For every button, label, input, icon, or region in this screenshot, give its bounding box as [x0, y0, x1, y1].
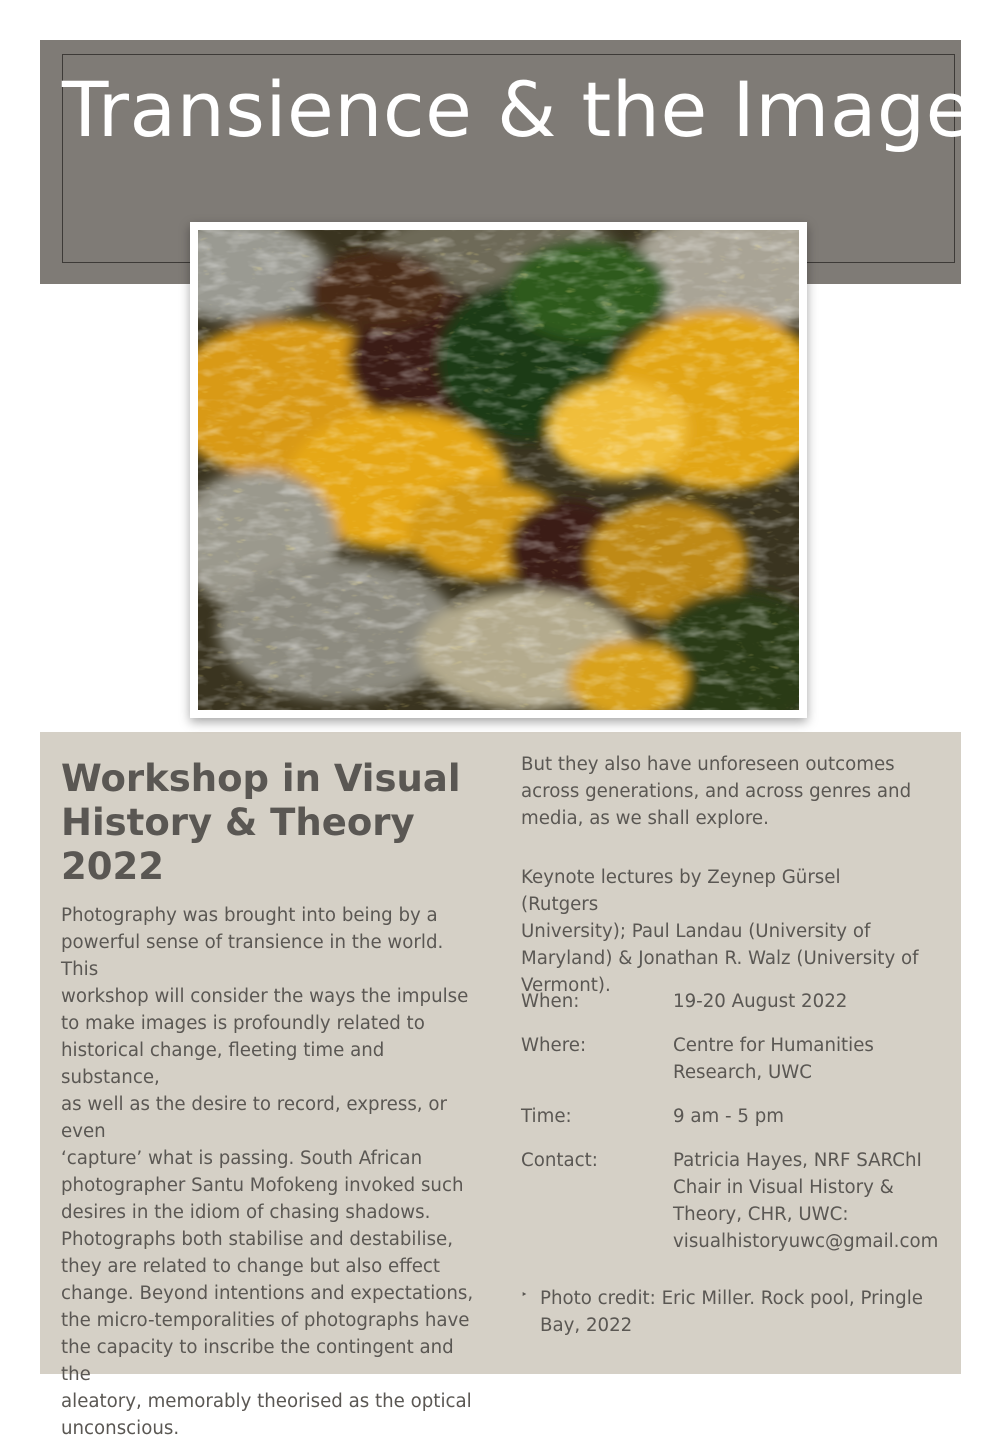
text-line: as well as the desire to record, express, or even [61, 1094, 447, 1142]
text-line: Photographs both stabilise and destabilise, [61, 1229, 454, 1250]
text-line: photographer Santu Mofokeng invoked such [61, 1175, 464, 1196]
text-line: the capacity to inscribe the contingent and the [61, 1337, 454, 1385]
text-line: Chair in Visual History & [673, 1177, 894, 1198]
page-title: Transience & the Image [62, 65, 973, 154]
text-line: But they also have unforeseen outcomes [521, 754, 895, 775]
text-line: Bay, 2022 [540, 1315, 633, 1336]
text-line: media, as we shall explore. [521, 808, 769, 829]
text-line: aleatory, memorably theorised as the optical [61, 1391, 472, 1412]
text-line: unconscious. [61, 1418, 180, 1439]
contact-email[interactable]: visualhistoryuwc@gmail.com [673, 1231, 939, 1252]
keynote-paragraph [521, 864, 921, 999]
where-value [673, 1032, 941, 1086]
workshop-title [61, 757, 481, 889]
text-line: Photo credit: Eric Miller. Rock pool, Pringle [540, 1288, 923, 1309]
workshop-title-line: History & Theory [61, 801, 415, 844]
text-line: Vermont). [521, 975, 611, 996]
text-line: Patricia Hayes, NRF SARChI [673, 1150, 922, 1171]
text-line: workshop will consider the ways the impulse [61, 986, 469, 1007]
text-line: desires in the idiom of chasing shadows. [61, 1202, 431, 1223]
text-line: to make images is profoundly related to [61, 1013, 425, 1034]
photo-frame [190, 222, 807, 718]
workshop-title-line: 2022 [61, 845, 164, 888]
text-line: Keynote lectures by Zeynep Gürsel (Rutgers [521, 867, 841, 915]
text-line: across generations, and across genres and [521, 781, 912, 802]
text-line: Centre for Humanities [673, 1035, 874, 1056]
workshop-title-line: Workshop in Visual [61, 757, 461, 800]
bullet-icon: ‣ [521, 1288, 528, 1301]
photo-credit [540, 1285, 940, 1339]
contact-value [673, 1147, 941, 1255]
where-label: Where: [521, 1035, 587, 1056]
workshop-description [61, 902, 481, 1442]
text-line: change. Beyond intentions and expectations, [61, 1283, 474, 1304]
time-value: 9 am - 5 pm [673, 1106, 784, 1127]
contact-label: Contact: [521, 1150, 598, 1171]
outcomes-paragraph [521, 751, 921, 832]
rock-pool-photo [198, 230, 799, 710]
text-line: ‘capture’ what is passing. South African [61, 1148, 423, 1169]
time-label: Time: [521, 1106, 572, 1127]
text-line: Theory, CHR, UWC: [673, 1204, 849, 1225]
text-line: powerful sense of transience in the world. This [61, 932, 444, 980]
text-line: Photography was brought into being by a [61, 905, 438, 926]
text-line: Research, UWC [673, 1062, 812, 1083]
text-line: the micro-temporalities of photographs have [61, 1310, 470, 1331]
text-line: University); Paul Landau (University of [521, 921, 871, 942]
text-line: they are related to change but also effect [61, 1256, 441, 1277]
when-value: 19-20 August 2022 [673, 991, 848, 1012]
when-label: When: [521, 991, 580, 1012]
text-line: historical change, fleeting time and substance, [61, 1040, 385, 1088]
text-line: Maryland) & Jonathan R. Walz (University of [521, 948, 919, 969]
